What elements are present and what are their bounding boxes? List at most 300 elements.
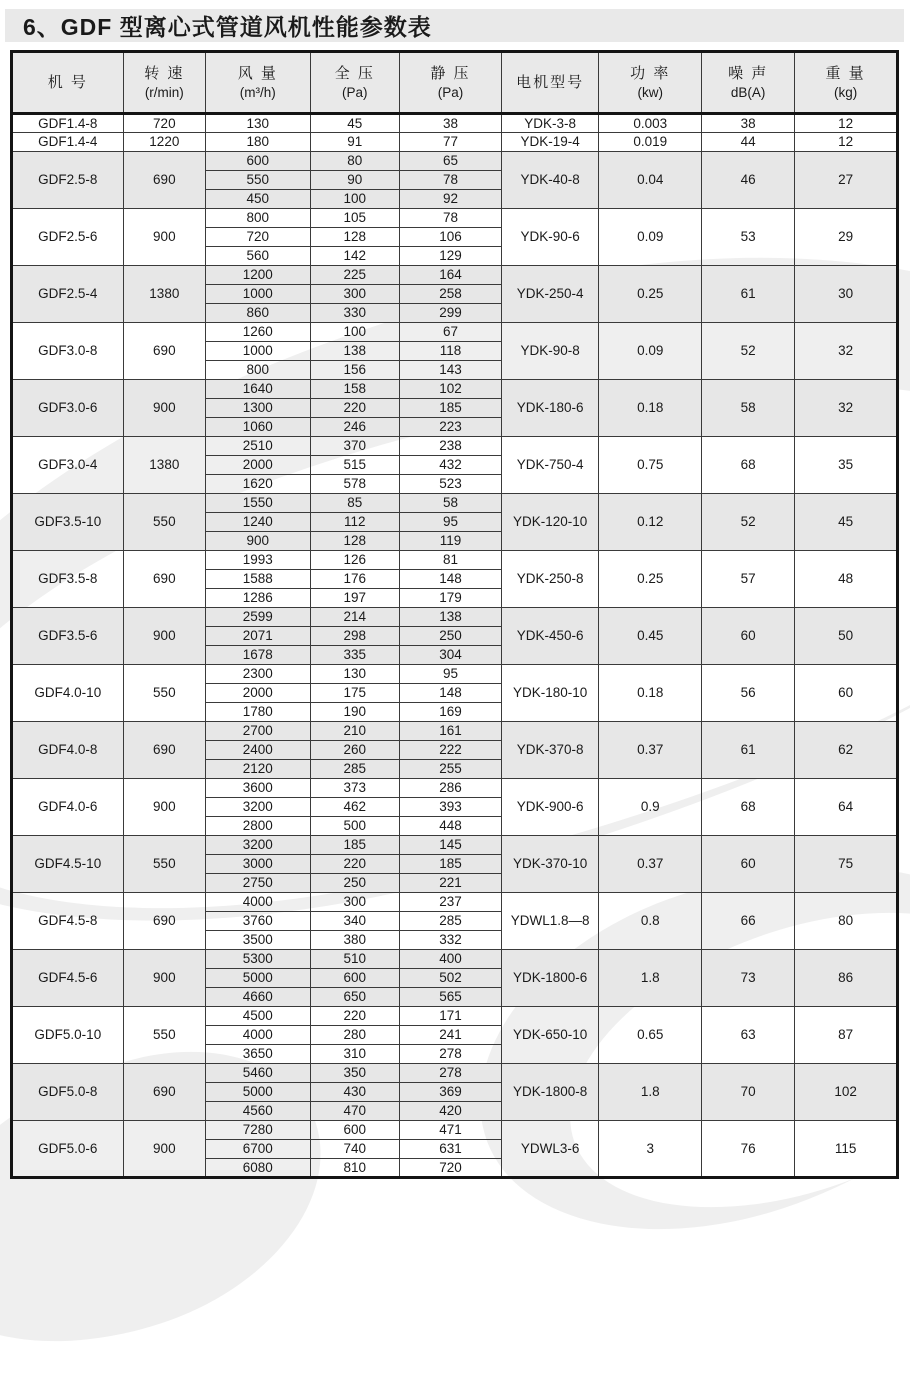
airflow-cell: 1993	[206, 551, 311, 570]
motor-cell: YDK-3-8	[501, 114, 598, 133]
airflow-cell: 5000	[206, 1083, 311, 1102]
power-cell: 0.45	[599, 608, 702, 665]
total-pressure-cell: 300	[310, 893, 399, 912]
static-pressure-cell: 223	[400, 418, 502, 437]
static-pressure-cell: 523	[400, 475, 502, 494]
motor-cell: YDK-750-4	[501, 437, 598, 494]
airflow-cell: 130	[206, 114, 311, 133]
static-pressure-cell: 81	[400, 551, 502, 570]
airflow-cell: 4500	[206, 1007, 311, 1026]
weight-cell: 30	[795, 266, 898, 323]
motor-cell: YDK-370-10	[501, 836, 598, 893]
total-pressure-cell: 370	[310, 437, 399, 456]
static-pressure-cell: 299	[400, 304, 502, 323]
noise-cell: 61	[702, 266, 795, 323]
total-pressure-cell: 156	[310, 361, 399, 380]
total-pressure-cell: 740	[310, 1140, 399, 1159]
airflow-cell: 1286	[206, 589, 311, 608]
static-pressure-cell: 720	[400, 1159, 502, 1178]
noise-cell: 44	[702, 133, 795, 152]
static-pressure-cell: 67	[400, 323, 502, 342]
total-pressure-cell: 500	[310, 817, 399, 836]
noise-cell: 66	[702, 893, 795, 950]
noise-cell: 46	[702, 152, 795, 209]
airflow-cell: 450	[206, 190, 311, 209]
airflow-cell: 6080	[206, 1159, 311, 1178]
static-pressure-cell: 502	[400, 969, 502, 988]
airflow-cell: 3760	[206, 912, 311, 931]
total-pressure-cell: 330	[310, 304, 399, 323]
airflow-cell: 3200	[206, 836, 311, 855]
airflow-cell: 1678	[206, 646, 311, 665]
static-pressure-cell: 78	[400, 171, 502, 190]
model-cell: GDF5.0-6	[12, 1121, 124, 1178]
total-pressure-cell: 225	[310, 266, 399, 285]
header-total-pressure-label: 全 压	[334, 65, 375, 82]
airflow-cell: 1240	[206, 513, 311, 532]
noise-cell: 53	[702, 209, 795, 266]
model-cell: GDF3.0-6	[12, 380, 124, 437]
power-cell: 0.18	[599, 665, 702, 722]
airflow-cell: 1000	[206, 342, 311, 361]
total-pressure-cell: 138	[310, 342, 399, 361]
speed-cell: 690	[123, 1064, 205, 1121]
speed-cell: 720	[123, 114, 205, 133]
total-pressure-cell: 90	[310, 171, 399, 190]
total-pressure-cell: 430	[310, 1083, 399, 1102]
speed-cell: 1380	[123, 437, 205, 494]
total-pressure-cell: 462	[310, 798, 399, 817]
airflow-cell: 2071	[206, 627, 311, 646]
airflow-cell: 900	[206, 532, 311, 551]
total-pressure-cell: 100	[310, 323, 399, 342]
total-pressure-cell: 246	[310, 418, 399, 437]
weight-cell: 50	[795, 608, 898, 665]
noise-cell: 76	[702, 1121, 795, 1178]
model-cell: GDF2.5-8	[12, 152, 124, 209]
motor-cell: YDK-90-8	[501, 323, 598, 380]
total-pressure-cell: 650	[310, 988, 399, 1007]
noise-cell: 52	[702, 494, 795, 551]
airflow-cell: 600	[206, 152, 311, 171]
power-cell: 0.18	[599, 380, 702, 437]
header-motor-label: 电机型号	[516, 73, 585, 91]
fan-performance-table	[10, 50, 899, 1179]
model-cell: GDF4.0-6	[12, 779, 124, 836]
static-pressure-cell: 237	[400, 893, 502, 912]
power-cell: 0.12	[599, 494, 702, 551]
static-pressure-cell: 106	[400, 228, 502, 247]
weight-cell: 12	[795, 133, 898, 152]
weight-cell: 60	[795, 665, 898, 722]
power-cell: 0.37	[599, 722, 702, 779]
total-pressure-cell: 220	[310, 399, 399, 418]
total-pressure-cell: 285	[310, 760, 399, 779]
airflow-cell: 1780	[206, 703, 311, 722]
speed-cell: 900	[123, 1121, 205, 1178]
table-row-GDF3.5-10-1	[12, 494, 898, 513]
motor-cell: YDK-90-6	[501, 209, 598, 266]
header-power-unit: (kw)	[637, 85, 663, 100]
static-pressure-cell: 221	[400, 874, 502, 893]
airflow-cell: 4000	[206, 893, 311, 912]
table-row-GDF3.0-4-1	[12, 437, 898, 456]
static-pressure-cell: 185	[400, 855, 502, 874]
speed-cell: 900	[123, 779, 205, 836]
motor-cell: YDK-250-4	[501, 266, 598, 323]
header-model	[12, 52, 124, 114]
static-pressure-cell: 145	[400, 836, 502, 855]
static-pressure-cell: 332	[400, 931, 502, 950]
table-row-GDF3.0-6-1	[12, 380, 898, 399]
header-static-pressure-unit: (Pa)	[437, 85, 464, 100]
header-noise-unit: dB(A)	[730, 85, 766, 100]
total-pressure-cell: 600	[310, 1121, 399, 1140]
table-row-GDF5.0-6-1	[12, 1121, 898, 1140]
table-row-GDF5.0-8-1	[12, 1064, 898, 1083]
total-pressure-cell: 298	[310, 627, 399, 646]
weight-cell: 12	[795, 114, 898, 133]
header-airflow-unit: (m³/h)	[239, 85, 276, 100]
airflow-cell: 2800	[206, 817, 311, 836]
speed-cell: 1380	[123, 266, 205, 323]
static-pressure-cell: 448	[400, 817, 502, 836]
model-cell: GDF3.5-8	[12, 551, 124, 608]
power-cell: 0.75	[599, 437, 702, 494]
total-pressure-cell: 280	[310, 1026, 399, 1045]
motor-cell: YDK-450-6	[501, 608, 598, 665]
airflow-cell: 2599	[206, 608, 311, 627]
header-power	[599, 52, 702, 114]
airflow-cell: 3000	[206, 855, 311, 874]
static-pressure-cell: 138	[400, 608, 502, 627]
weight-cell: 115	[795, 1121, 898, 1178]
motor-cell: YDK-250-8	[501, 551, 598, 608]
static-pressure-cell: 95	[400, 513, 502, 532]
total-pressure-cell: 373	[310, 779, 399, 798]
static-pressure-cell: 169	[400, 703, 502, 722]
model-cell: GDF3.5-10	[12, 494, 124, 551]
total-pressure-cell: 214	[310, 608, 399, 627]
airflow-cell: 3500	[206, 931, 311, 950]
airflow-cell: 4560	[206, 1102, 311, 1121]
header-model-label: 机 号	[47, 73, 88, 91]
weight-cell: 35	[795, 437, 898, 494]
airflow-cell: 1300	[206, 399, 311, 418]
motor-cell: YDK-40-8	[501, 152, 598, 209]
static-pressure-cell: 38	[400, 114, 502, 133]
static-pressure-cell: 222	[400, 741, 502, 760]
total-pressure-cell: 142	[310, 247, 399, 266]
header-static-pressure	[400, 52, 502, 114]
static-pressure-cell: 118	[400, 342, 502, 361]
static-pressure-cell: 179	[400, 589, 502, 608]
model-cell: GDF3.0-8	[12, 323, 124, 380]
airflow-cell: 2700	[206, 722, 311, 741]
airflow-cell: 800	[206, 209, 311, 228]
static-pressure-cell: 161	[400, 722, 502, 741]
header-row	[12, 52, 898, 114]
power-cell: 0.25	[599, 266, 702, 323]
static-pressure-cell: 148	[400, 684, 502, 703]
noise-cell: 57	[702, 551, 795, 608]
airflow-cell: 2000	[206, 684, 311, 703]
motor-cell: YDWL3-6	[501, 1121, 598, 1178]
airflow-cell: 2510	[206, 437, 311, 456]
total-pressure-cell: 250	[310, 874, 399, 893]
airflow-cell: 2750	[206, 874, 311, 893]
power-cell: 0.09	[599, 209, 702, 266]
airflow-cell: 2120	[206, 760, 311, 779]
airflow-cell: 3200	[206, 798, 311, 817]
model-cell: GDF5.0-8	[12, 1064, 124, 1121]
speed-cell: 900	[123, 380, 205, 437]
header-speed-label: 转 速	[144, 65, 185, 82]
table-row-GDF2.5-8-1	[12, 152, 898, 171]
airflow-cell: 1260	[206, 323, 311, 342]
noise-cell: 61	[702, 722, 795, 779]
airflow-cell: 1640	[206, 380, 311, 399]
total-pressure-cell: 176	[310, 570, 399, 589]
static-pressure-cell: 432	[400, 456, 502, 475]
table-header	[12, 52, 898, 114]
static-pressure-cell: 65	[400, 152, 502, 171]
total-pressure-cell: 105	[310, 209, 399, 228]
airflow-cell: 5300	[206, 950, 311, 969]
speed-cell: 1220	[123, 133, 205, 152]
total-pressure-cell: 510	[310, 950, 399, 969]
model-cell: GDF4.5-6	[12, 950, 124, 1007]
table-row-GDF1.4-4	[12, 133, 898, 152]
model-cell: GDF2.5-6	[12, 209, 124, 266]
model-cell: GDF4.0-8	[12, 722, 124, 779]
noise-cell: 60	[702, 608, 795, 665]
airflow-cell: 6700	[206, 1140, 311, 1159]
speed-cell: 690	[123, 722, 205, 779]
total-pressure-cell: 158	[310, 380, 399, 399]
weight-cell: 75	[795, 836, 898, 893]
static-pressure-cell: 92	[400, 190, 502, 209]
model-cell: GDF1.4-8	[12, 114, 124, 133]
static-pressure-cell: 420	[400, 1102, 502, 1121]
total-pressure-cell: 45	[310, 114, 399, 133]
weight-cell: 45	[795, 494, 898, 551]
static-pressure-cell: 286	[400, 779, 502, 798]
page-title: 6、GDF 型离心式管道风机性能参数表	[23, 14, 432, 40]
airflow-cell: 800	[206, 361, 311, 380]
static-pressure-cell: 255	[400, 760, 502, 779]
header-speed	[123, 52, 205, 114]
static-pressure-cell: 77	[400, 133, 502, 152]
power-cell: 1.8	[599, 950, 702, 1007]
airflow-cell: 3600	[206, 779, 311, 798]
power-cell: 1.8	[599, 1064, 702, 1121]
total-pressure-cell: 185	[310, 836, 399, 855]
total-pressure-cell: 350	[310, 1064, 399, 1083]
header-airflow-label: 风 量	[237, 65, 278, 82]
static-pressure-cell: 78	[400, 209, 502, 228]
motor-cell: YDK-900-6	[501, 779, 598, 836]
noise-cell: 52	[702, 323, 795, 380]
total-pressure-cell: 310	[310, 1045, 399, 1064]
airflow-cell: 1620	[206, 475, 311, 494]
noise-cell: 70	[702, 1064, 795, 1121]
weight-cell: 86	[795, 950, 898, 1007]
header-airflow	[206, 52, 311, 114]
power-cell: 0.04	[599, 152, 702, 209]
total-pressure-cell: 190	[310, 703, 399, 722]
static-pressure-cell: 58	[400, 494, 502, 513]
table-row-GDF2.5-6-1	[12, 209, 898, 228]
motor-cell: YDK-370-8	[501, 722, 598, 779]
total-pressure-cell: 220	[310, 855, 399, 874]
speed-cell: 550	[123, 1007, 205, 1064]
static-pressure-cell: 285	[400, 912, 502, 931]
total-pressure-cell: 220	[310, 1007, 399, 1026]
speed-cell: 690	[123, 551, 205, 608]
weight-cell: 102	[795, 1064, 898, 1121]
airflow-cell: 2300	[206, 665, 311, 684]
airflow-cell: 5000	[206, 969, 311, 988]
table-row-GDF1.4-8	[12, 114, 898, 133]
model-cell: GDF4.5-8	[12, 893, 124, 950]
header-power-label: 功 率	[630, 65, 671, 82]
header-speed-unit: (r/min)	[144, 85, 184, 100]
motor-cell: YDK-1800-8	[501, 1064, 598, 1121]
noise-cell: 58	[702, 380, 795, 437]
airflow-cell: 550	[206, 171, 311, 190]
airflow-cell: 7280	[206, 1121, 311, 1140]
airflow-cell: 1588	[206, 570, 311, 589]
airflow-cell: 860	[206, 304, 311, 323]
total-pressure-cell: 810	[310, 1159, 399, 1178]
static-pressure-cell: 393	[400, 798, 502, 817]
airflow-cell: 2400	[206, 741, 311, 760]
power-cell: 0.019	[599, 133, 702, 152]
motor-cell: YDK-120-10	[501, 494, 598, 551]
static-pressure-cell: 143	[400, 361, 502, 380]
airflow-cell: 1200	[206, 266, 311, 285]
table-row-GDF4.5-6-1	[12, 950, 898, 969]
power-cell: 0.8	[599, 893, 702, 950]
airflow-cell: 720	[206, 228, 311, 247]
total-pressure-cell: 91	[310, 133, 399, 152]
power-cell: 3	[599, 1121, 702, 1178]
header-weight-label: 重 量	[825, 65, 866, 82]
static-pressure-cell: 304	[400, 646, 502, 665]
total-pressure-cell: 578	[310, 475, 399, 494]
airflow-cell: 3650	[206, 1045, 311, 1064]
motor-cell: YDK-180-10	[501, 665, 598, 722]
motor-cell: YDK-180-6	[501, 380, 598, 437]
total-pressure-cell: 600	[310, 969, 399, 988]
static-pressure-cell: 631	[400, 1140, 502, 1159]
speed-cell: 690	[123, 893, 205, 950]
static-pressure-cell: 400	[400, 950, 502, 969]
airflow-cell: 5460	[206, 1064, 311, 1083]
total-pressure-cell: 380	[310, 931, 399, 950]
static-pressure-cell: 148	[400, 570, 502, 589]
total-pressure-cell: 300	[310, 285, 399, 304]
airflow-cell: 1000	[206, 285, 311, 304]
static-pressure-cell: 565	[400, 988, 502, 1007]
table-row-GDF4.0-10-1	[12, 665, 898, 684]
total-pressure-cell: 197	[310, 589, 399, 608]
speed-cell: 550	[123, 494, 205, 551]
total-pressure-cell: 128	[310, 228, 399, 247]
static-pressure-cell: 369	[400, 1083, 502, 1102]
airflow-cell: 560	[206, 247, 311, 266]
speed-cell: 900	[123, 209, 205, 266]
title-bar	[5, 9, 904, 42]
weight-cell: 32	[795, 380, 898, 437]
motor-cell: YDK-1800-6	[501, 950, 598, 1007]
total-pressure-cell: 175	[310, 684, 399, 703]
static-pressure-cell: 185	[400, 399, 502, 418]
motor-cell: YDK-650-10	[501, 1007, 598, 1064]
weight-cell: 62	[795, 722, 898, 779]
noise-cell: 56	[702, 665, 795, 722]
speed-cell: 550	[123, 665, 205, 722]
total-pressure-cell: 100	[310, 190, 399, 209]
total-pressure-cell: 210	[310, 722, 399, 741]
speed-cell: 550	[123, 836, 205, 893]
table-row-GDF4.5-8-1	[12, 893, 898, 912]
airflow-cell: 2000	[206, 456, 311, 475]
weight-cell: 80	[795, 893, 898, 950]
model-cell: GDF4.0-10	[12, 665, 124, 722]
motor-cell: YDK-19-4	[501, 133, 598, 152]
model-cell: GDF5.0-10	[12, 1007, 124, 1064]
static-pressure-cell: 278	[400, 1045, 502, 1064]
table-row-GDF2.5-4-1	[12, 266, 898, 285]
speed-cell: 900	[123, 608, 205, 665]
airflow-cell: 4000	[206, 1026, 311, 1045]
power-cell: 0.25	[599, 551, 702, 608]
total-pressure-cell: 515	[310, 456, 399, 475]
total-pressure-cell: 130	[310, 665, 399, 684]
total-pressure-cell: 128	[310, 532, 399, 551]
table-row-GDF4.0-8-1	[12, 722, 898, 741]
speed-cell: 690	[123, 152, 205, 209]
speed-cell: 690	[123, 323, 205, 380]
power-cell: 0.003	[599, 114, 702, 133]
noise-cell: 38	[702, 114, 795, 133]
weight-cell: 29	[795, 209, 898, 266]
table-row-GDF4.5-10-1	[12, 836, 898, 855]
total-pressure-cell: 80	[310, 152, 399, 171]
noise-cell: 68	[702, 779, 795, 836]
motor-cell: YDWL1.8—8	[501, 893, 598, 950]
header-total-pressure-unit: (Pa)	[342, 85, 368, 100]
weight-cell: 32	[795, 323, 898, 380]
model-cell: GDF1.4-4	[12, 133, 124, 152]
airflow-cell: 1060	[206, 418, 311, 437]
table-row-GDF3.5-6-1	[12, 608, 898, 627]
header-noise	[702, 52, 795, 114]
airflow-cell: 4660	[206, 988, 311, 1007]
total-pressure-cell: 126	[310, 551, 399, 570]
table-row-GDF3.5-8-1	[12, 551, 898, 570]
weight-cell: 87	[795, 1007, 898, 1064]
power-cell: 0.65	[599, 1007, 702, 1064]
weight-cell: 27	[795, 152, 898, 209]
static-pressure-cell: 119	[400, 532, 502, 551]
total-pressure-cell: 85	[310, 494, 399, 513]
static-pressure-cell: 471	[400, 1121, 502, 1140]
power-cell: 0.09	[599, 323, 702, 380]
noise-cell: 63	[702, 1007, 795, 1064]
